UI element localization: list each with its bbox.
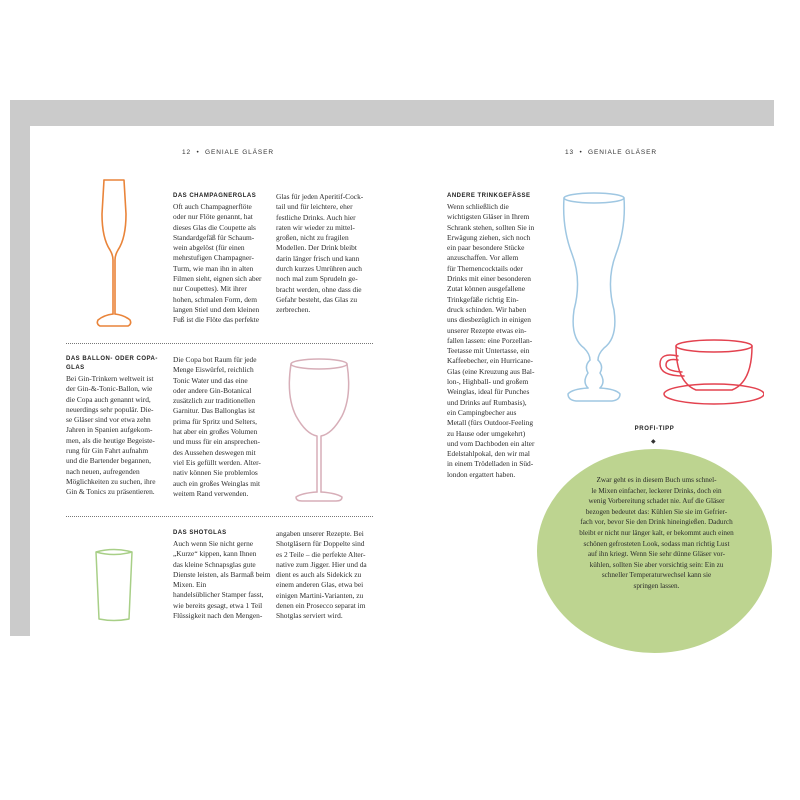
- page-edge-right: [770, 100, 774, 126]
- profi-tipp-text: Zwar geht es in diesem Buch ums schnel- le Mixen einfacher, leckerer Drinks, doch ein wenig Vorbereitung schadet nie. Auf die Gläser bezogen bedeutet das: Kühlen Sie sie im Gefrier- fach vor, bevor Sie den Drink hineingießen. Dadurch bleibt er nicht nur länger kalt, er bekommt auch einen schönen gefrosteten Look, sodass man richtig Lust auf ihn kriegt. Wenn Sie sehr dünne Gläser vor- kühlen, sollten Sie aber vorsichtig sein: Ein zu schneller Temperaturwechsel kann sie springen lassen.: [579, 476, 734, 590]
- andere-heading: ANDERE TRINKGEFÄSSE: [447, 193, 531, 199]
- page-edge-top: [10, 100, 774, 126]
- champagne-col-2: [276, 192, 376, 316]
- hurricane-glass-icon: [558, 188, 630, 410]
- left-running-head: 12 • GENIALE GLÄSER: [182, 149, 274, 156]
- ballon-text-2: Die Copa bot Raum für jede Menge Eiswürfel, reichlich Tonic Water und das eine oder andere Gin-Botanical zusätzlich zur traditionellen Garnitur. Das Ballonglas ist prima für Spritz und Selters, hat aber ein großes Volumen und muss für ein ansprechen- des Aussehen deswegen mit viel Eis gefüllt werden. Alter- nativ können Sie problemlos auch ein großes Weinglas mit weitem Rand verwenden.: [173, 355, 261, 498]
- copa-glass-icon: [284, 356, 354, 506]
- left-running-title: GENIALE GLÄSER: [205, 149, 274, 156]
- section-divider-1: [66, 343, 373, 344]
- shot-heading: DAS SHOTGLAS: [173, 530, 227, 536]
- section-divider-2: [66, 516, 373, 517]
- ballon-col-2: [173, 355, 273, 499]
- champagne-flute-icon: [88, 174, 140, 334]
- champagne-heading: DAS CHAMPAGNERGLAS: [173, 193, 257, 199]
- champagne-text-2: Glas für jeden Aperitif-Cock- tail und für leichtere, eher festliche Drinks. Auch hier raten wir wieder zu mittel- großen, nicht zu fragilen Modellen. Der Drink bleibt darin länger frisch und kann durch kurzes Umrühren auch noch mal zum Sprudeln ge- bracht werden, ohne dass die Gefahr besteht, das Glas zu zerbrechen.: [276, 192, 364, 315]
- champagne-text-1: Oft auch Champagnerflöte oder nur Flöte genannt, hat dieses Glas die Coupette als Standardgefäß für Schaum- wein abgelöst (für einen mehrstufigen Champagner- Turm, wie man ihn in alten Filmen sieht, eignen sich aber nur Coupettes). Mit ihrer hohen, schmalen Form, dem langen Stiel und dem kleinen Fuß ist die Flöte das perfekte: [173, 202, 262, 325]
- right-running-head: 13 • GENIALE GLÄSER: [565, 149, 657, 156]
- ballon-text-1: Bei Gin-Trinkern weltweit ist der Gin-&-Tonic-Ballon, wie die Copa auch genannt wird, neuerdings sehr populär. Die- se Gläser sind vor etwa zehn Jahren in Spanien aufgekom- men, als die heutige Begeiste- rung für Gin Fahrt aufnahm und die Bartender begannen, nach neuen, aufregenden Möglichkeiten zu suchen, ihre Gin & Tonics zu präsentieren.: [66, 374, 156, 497]
- shot-col-1: [173, 529, 273, 621]
- ballon-col-1: [66, 355, 166, 498]
- right-running-title: GENIALE GLÄSER: [588, 149, 657, 156]
- diamond-icon: ◆: [651, 439, 656, 445]
- ballon-heading: DAS BALLON- ODER COPA-GLAS: [66, 356, 158, 371]
- teacup-icon: [654, 336, 764, 408]
- shot-glass-icon: [92, 547, 136, 625]
- profi-tipp-title: PROFI-TIPP: [634, 426, 675, 432]
- champagne-col-1: [173, 192, 273, 326]
- andere-col-1: [447, 192, 557, 480]
- andere-text-1: Wenn schließlich die wichtigsten Gläser in Ihrem Schrank stehen, sollten Sie in Erwägung ziehen, sich noch ein paar besondere Stücke anzuschaffen. Vor allem für Themencocktails oder Drinks mit einer besonderen Zutat können ausgefallene Trinkgefäße richtig Ein- druck schinden. Wir haben uns diesbezüglich in einigen unserer Rezepte etwas ein- fallen lassen: eine Porzellan- Teetasse mit Untertasse, ein Kaffeebecher, ein Hurricane- Glas (eine Kreuzung aus Bal- lon-, Highball- und großem Weinglas, ideal für Punches und Drinks auf Rumbasis), ein Campingbecher aus Metall (fürs Outdoor-Feeling zu Hause oder umgekehrt) und vom Dachboden ein alter Edelstahlpokal, den wir mal in einem Trödelladen in Süd- london ergattert haben.: [447, 202, 535, 479]
- shot-col-2: [276, 529, 376, 622]
- page-edge-left: [10, 100, 30, 636]
- left-page-number: 12: [182, 149, 192, 156]
- shot-text-1: Auch wenn Sie nicht gerne „Kurze“ kippen, kann Ihnen das kleine Schnapsglas gute Dienste leisten, als Barmaß beim Mixen. Ein handelsüblicher Stamper fasst, wie bereits gesagt, etwa 1 Teil Flüssigkeit nach den Mengen-: [173, 539, 271, 621]
- right-page-number: 13: [565, 149, 575, 156]
- shot-text-2: angaben unserer Rezepte. Bei Shotgläsern für Doppelte sind es 2 Teile – die perfekte Alter- native zum Jigger. Hier und da dient es auch als Sidekick zu einem anderen Glas, etwa bei einigen Martini-Varianten, zu denen ein Prosecco separat im Shotglas serviert wird.: [276, 529, 367, 621]
